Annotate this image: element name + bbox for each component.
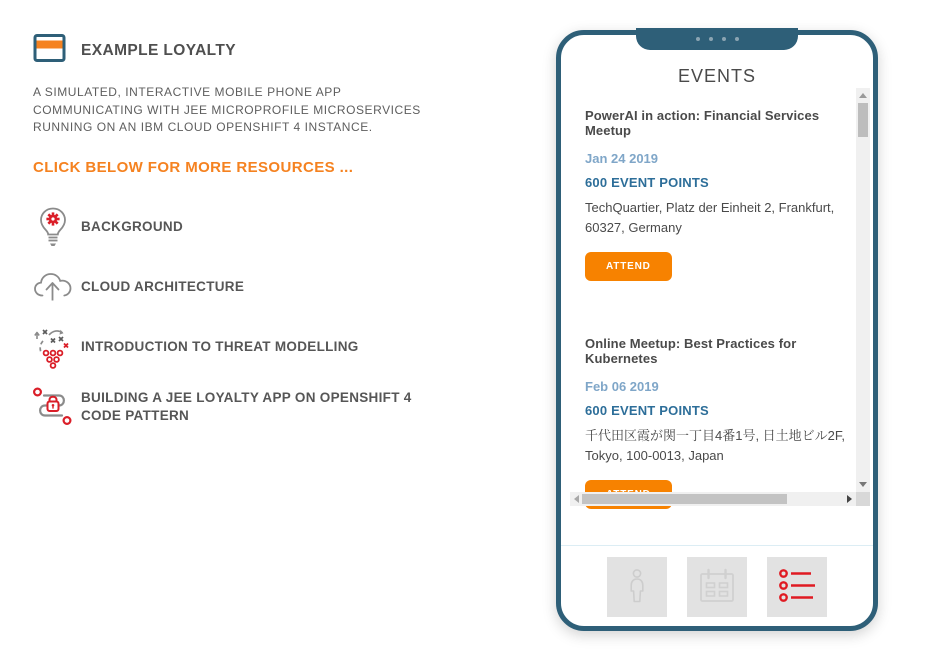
horizontal-scrollbar-thumb[interactable]: [582, 494, 787, 504]
info-panel: [33, 33, 468, 446]
events-scroll-region: [570, 88, 870, 506]
page-title: EXAMPLE LOYALTY: [81, 41, 236, 59]
horizontal-scrollbar[interactable]: [570, 492, 856, 506]
lightbulb-gear-icon: [33, 206, 73, 248]
nav-events-list-button[interactable]: [767, 557, 827, 617]
app-description: A SIMULATED, INTERACTIVE MOBILE PHONE APP COMMUNICATING WITH JEE MICROPROFILE MICROSERVICES RUNNING ON AN IBM CLOUD OPENSHIFT 4 INSTANCE.: [33, 85, 421, 134]
resource-label: BUILDING A JEE LOYALTY APP ON OPENSHIFT 4 CODE PATTERN: [81, 389, 412, 423]
resources-cta: CLICK BELOW FOR MORE RESOURCES ...: [33, 158, 354, 176]
event-date: Jan 24 2019: [585, 151, 659, 166]
resource-link-threat-modelling[interactable]: [33, 326, 468, 368]
event-card: [585, 108, 856, 281]
resource-label: BACKGROUND: [81, 218, 183, 234]
events-list: [570, 88, 856, 492]
notch-dot: [709, 37, 713, 41]
screen-title: EVENTS: [677, 66, 757, 86]
notch-dot: [696, 37, 700, 41]
event-points: 600 EVENT POINTS: [585, 175, 709, 190]
resource-link-code-pattern[interactable]: [33, 386, 468, 428]
notch-dot: [735, 37, 739, 41]
loyalty-card-icon: [33, 33, 66, 68]
vertical-scrollbar-thumb[interactable]: [858, 103, 868, 137]
scroll-left-arrow-icon[interactable]: [574, 495, 579, 503]
attend-button[interactable]: ATTEND: [585, 252, 672, 281]
app-header: [33, 33, 468, 68]
cloud-upload-icon: [33, 271, 73, 303]
vertical-scrollbar[interactable]: [856, 88, 870, 492]
calendar-icon: [698, 568, 736, 607]
event-title: PowerAI in action: Financial Services Meetup: [585, 108, 820, 138]
event-address: TechQuartier, Platz der Einheit 2, Frankfurt, 60327, Germany: [585, 200, 835, 235]
person-icon: [624, 568, 650, 607]
scrollbar-corner: [856, 492, 870, 506]
resource-label: CLOUD ARCHITECTURE: [81, 278, 245, 294]
event-address: 千代田区霞が関一丁目4番1号, 日土地ビル2F, Tokyo, 100-0013, Japan: [585, 428, 846, 463]
event-points: 600 EVENT POINTS: [585, 403, 709, 418]
resource-list: [33, 206, 468, 428]
bottom-nav: [561, 557, 873, 617]
scroll-down-arrow-icon[interactable]: [859, 482, 867, 487]
strategy-icon: [33, 326, 73, 368]
code-pattern-lock-icon: [33, 386, 73, 428]
nav-profile-button[interactable]: [607, 557, 667, 617]
list-icon: [777, 567, 817, 607]
nav-calendar-button[interactable]: [687, 557, 747, 617]
resource-label: INTRODUCTION TO THREAT MODELLING: [81, 338, 359, 354]
event-card: [585, 336, 856, 509]
event-date: Feb 06 2019: [585, 379, 659, 394]
nav-divider: [561, 545, 873, 546]
event-title: Online Meetup: Best Practices for Kubernetes: [585, 336, 797, 366]
phone-mockup: [556, 30, 878, 631]
phone-notch: [636, 28, 798, 50]
scroll-right-arrow-icon[interactable]: [847, 495, 852, 503]
resource-link-cloud-architecture[interactable]: [33, 266, 468, 308]
scroll-up-arrow-icon[interactable]: [859, 93, 867, 98]
notch-dot: [722, 37, 726, 41]
resource-link-background[interactable]: [33, 206, 468, 248]
